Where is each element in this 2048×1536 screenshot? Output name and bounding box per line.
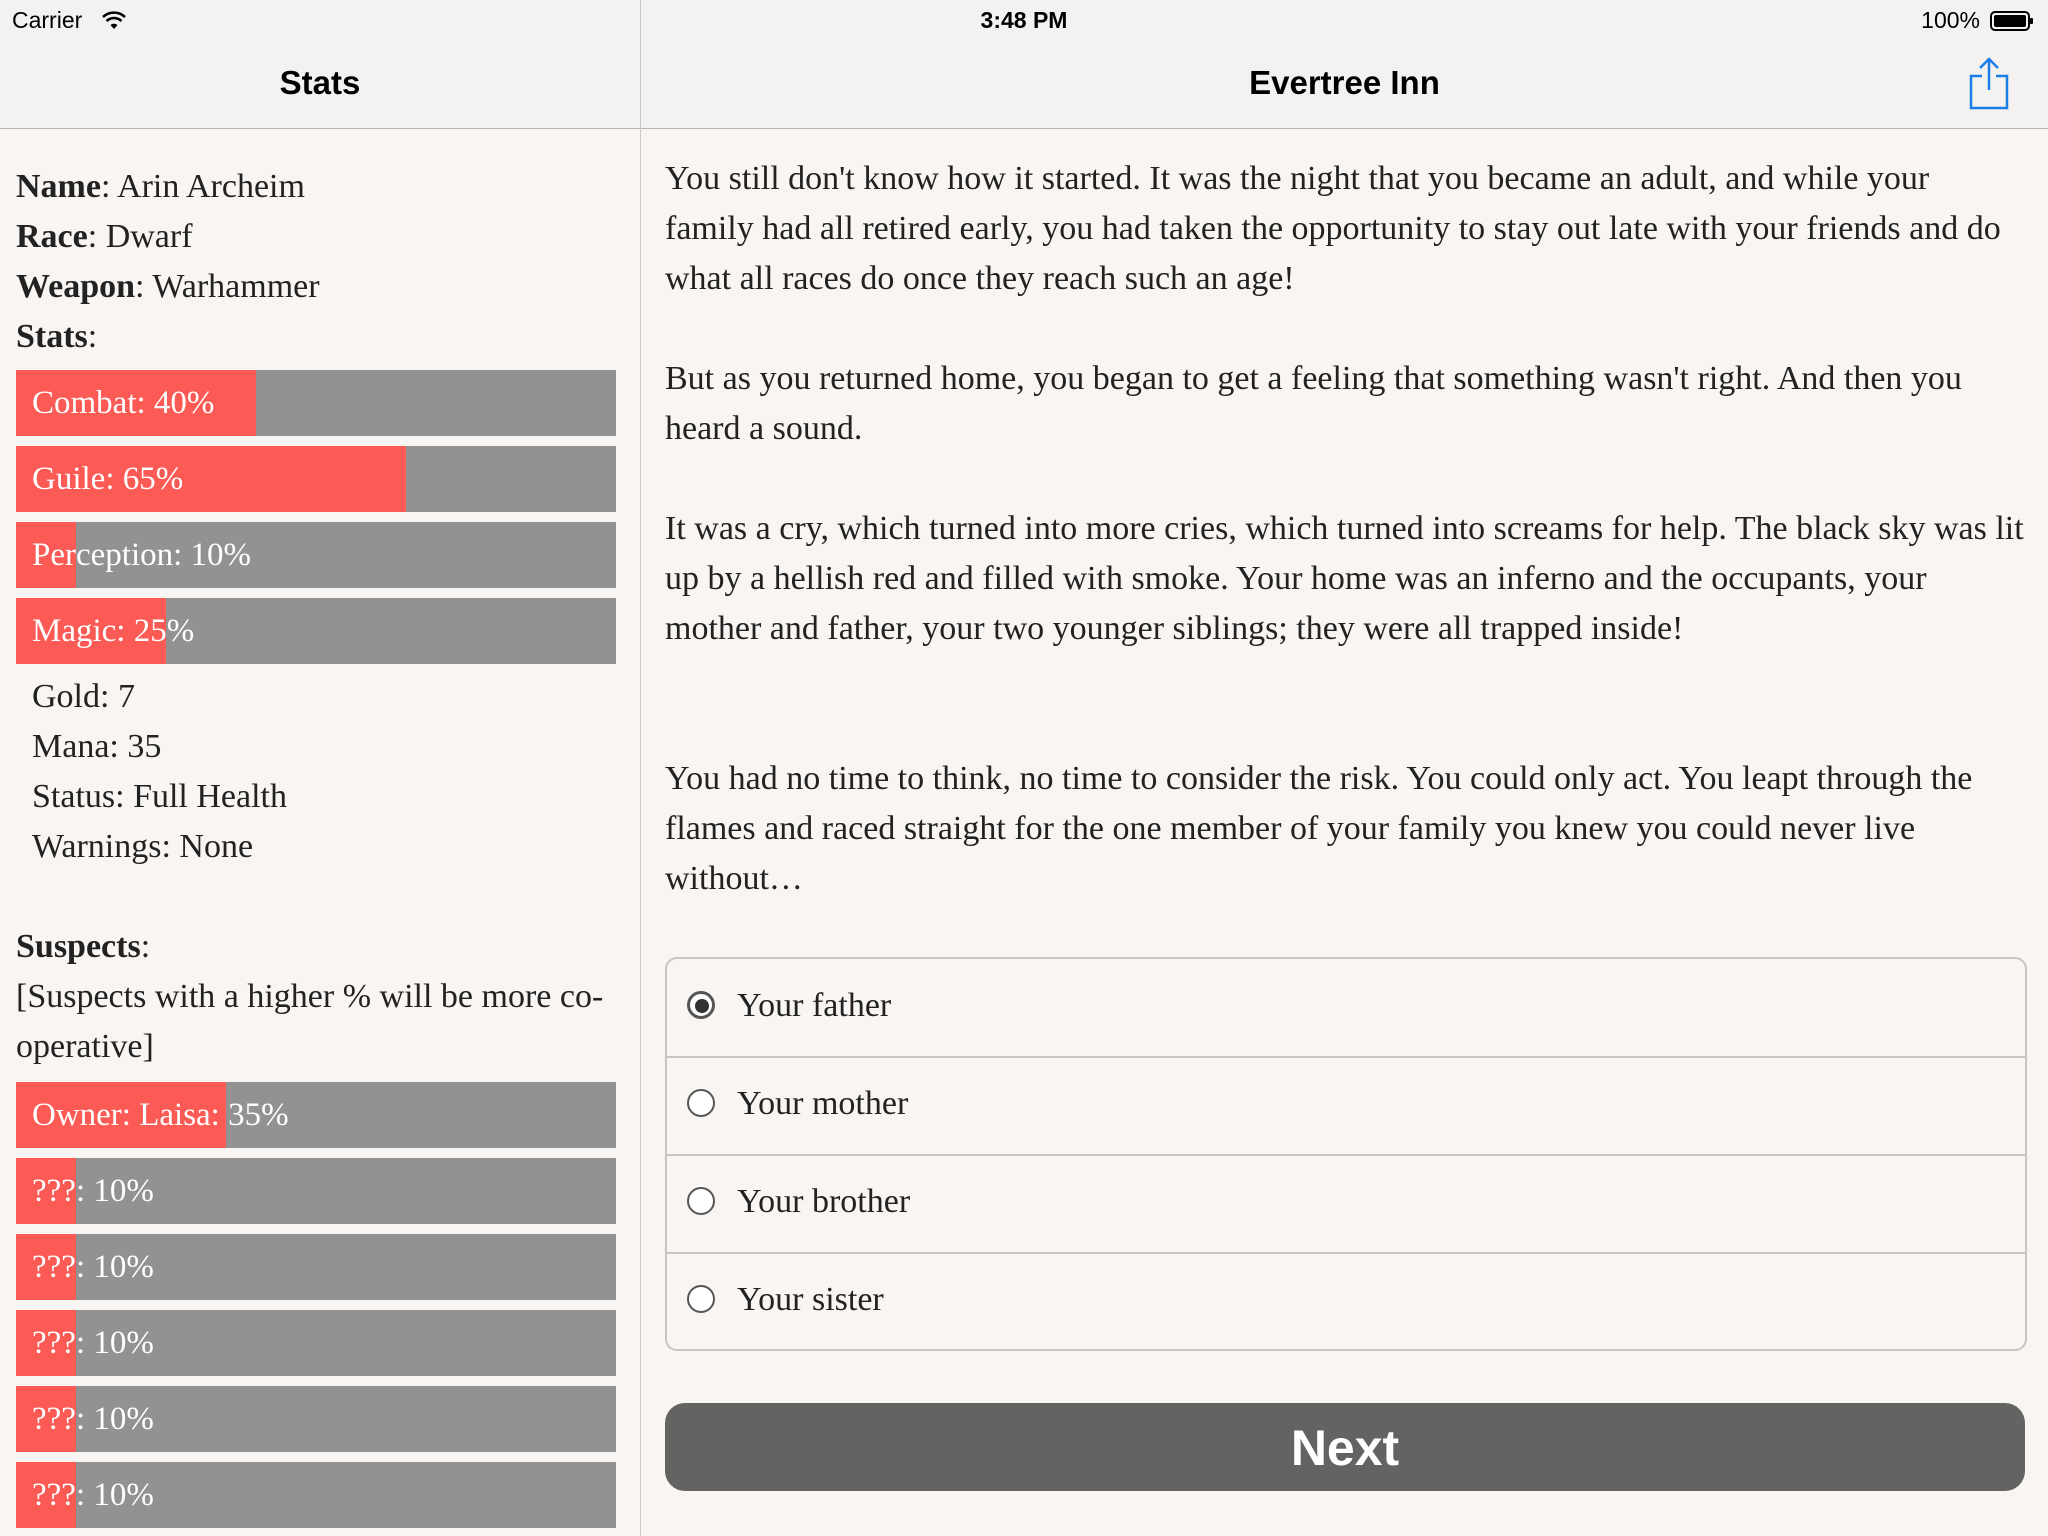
race-label: Race	[16, 218, 88, 255]
health-status: Status: Full Health	[32, 778, 287, 815]
choice-option[interactable]	[667, 1057, 2025, 1156]
suspect-bar	[16, 1386, 616, 1452]
choice-list	[665, 957, 2027, 1351]
status-bar	[0, 0, 2048, 42]
choice-option[interactable]	[667, 1155, 2025, 1254]
story-paragraph: You still don't know how it started. It was the night that you became an adult, and while your family had all retired early, you had taken the opportunity to stay out late with your friends and do what all races do once they reach such an age!	[665, 160, 2001, 297]
suspect-bar	[16, 1234, 616, 1300]
suspect-bar-label: ???: 10%	[32, 1401, 154, 1437]
suspect-bar	[16, 1158, 616, 1224]
stats-heading: Stats:	[16, 318, 98, 355]
weapon-line: Weapon: Warhammer	[16, 268, 320, 305]
next-button[interactable]: Next	[665, 1403, 2025, 1491]
stats-nav-bar	[0, 42, 640, 129]
clock: 3:48 PM	[980, 7, 1068, 33]
mana-value: Mana: 35	[32, 728, 162, 765]
stats-title: Stats	[279, 64, 361, 101]
suspect-bar-label: ???: 10%	[32, 1325, 154, 1361]
suspect-bar	[16, 1082, 616, 1148]
radio-button-icon[interactable]	[687, 1187, 715, 1215]
stats-label: Stats	[16, 318, 88, 355]
choice-label: Your sister	[737, 1281, 884, 1318]
stat-bar-magic	[16, 598, 616, 664]
share-icon[interactable]	[1967, 56, 2011, 112]
suspects-note: [Suspects with a higher % will be more co-operative]	[16, 978, 604, 1065]
story-nav-bar	[641, 42, 2048, 129]
battery-percent: 100%	[1921, 7, 1980, 33]
character-name: Arin Archeim	[117, 168, 305, 205]
story-paragraph: You had no time to think, no time to consider the risk. You could only act. You leapt through the flames and raced straight for the one member of your family you knew you could never live without…	[665, 760, 1973, 897]
suspect-bar-label: Owner: Laisa: 35%	[32, 1097, 289, 1133]
radio-button-icon[interactable]	[687, 991, 715, 1019]
story-panel	[641, 129, 2048, 1536]
stat-bar-perception	[16, 522, 616, 588]
story-paragraph: It was a cry, which turned into more cries, which turned into screams for help. The black sky was lit up by a hellish red and filled with smoke. Your home was an inferno and the occupants, your mother and father, your two younger siblings; they were all trapped inside!	[665, 510, 2024, 647]
choice-label: Your mother	[737, 1085, 909, 1122]
suspects-heading: Suspects:	[16, 928, 151, 965]
suspect-bar	[16, 1462, 616, 1528]
name-label: Name	[16, 168, 101, 205]
suspect-bar-label: ???: 10%	[32, 1249, 154, 1285]
choice-option[interactable]	[667, 959, 2025, 1058]
gold-value: Gold: 7	[32, 678, 135, 715]
battery-icon	[1990, 11, 2034, 31]
stat-bar-label: Guile: 65%	[32, 461, 184, 497]
suspect-bar-label: ???: 10%	[32, 1173, 154, 1209]
radio-button-icon[interactable]	[687, 1285, 715, 1313]
suspects-label: Suspects	[16, 928, 141, 965]
stats-panel	[0, 129, 640, 1536]
weapon-label: Weapon	[16, 268, 136, 305]
suspect-bar-label: ???: 10%	[32, 1477, 154, 1513]
choice-option[interactable]	[667, 1253, 2025, 1350]
name-line: Name: Arin Archeim	[16, 168, 305, 205]
stat-bar-label: Combat: 40%	[32, 385, 215, 421]
stat-bar-combat	[16, 370, 616, 436]
stat-bar-label: Magic: 25%	[32, 613, 195, 649]
carrier-label: Carrier	[12, 7, 83, 33]
warnings-value: Warnings: None	[32, 828, 254, 865]
stat-bar-guile	[16, 446, 616, 512]
character-race: Dwarf	[105, 218, 193, 255]
choice-label: Your brother	[737, 1183, 911, 1220]
character-weapon: Warhammer	[152, 268, 320, 305]
race-line: Race: Dwarf	[16, 218, 193, 255]
suspect-bar	[16, 1310, 616, 1376]
choice-label: Your father	[737, 987, 892, 1024]
stat-bar-label: Perception: 10%	[32, 537, 252, 573]
story-paragraph: But as you returned home, you began to get a feeling that something wasn't right. And then you heard a sound.	[665, 360, 1962, 447]
radio-button-icon[interactable]	[687, 1089, 715, 1117]
story-title: Evertree Inn	[1249, 64, 1440, 101]
